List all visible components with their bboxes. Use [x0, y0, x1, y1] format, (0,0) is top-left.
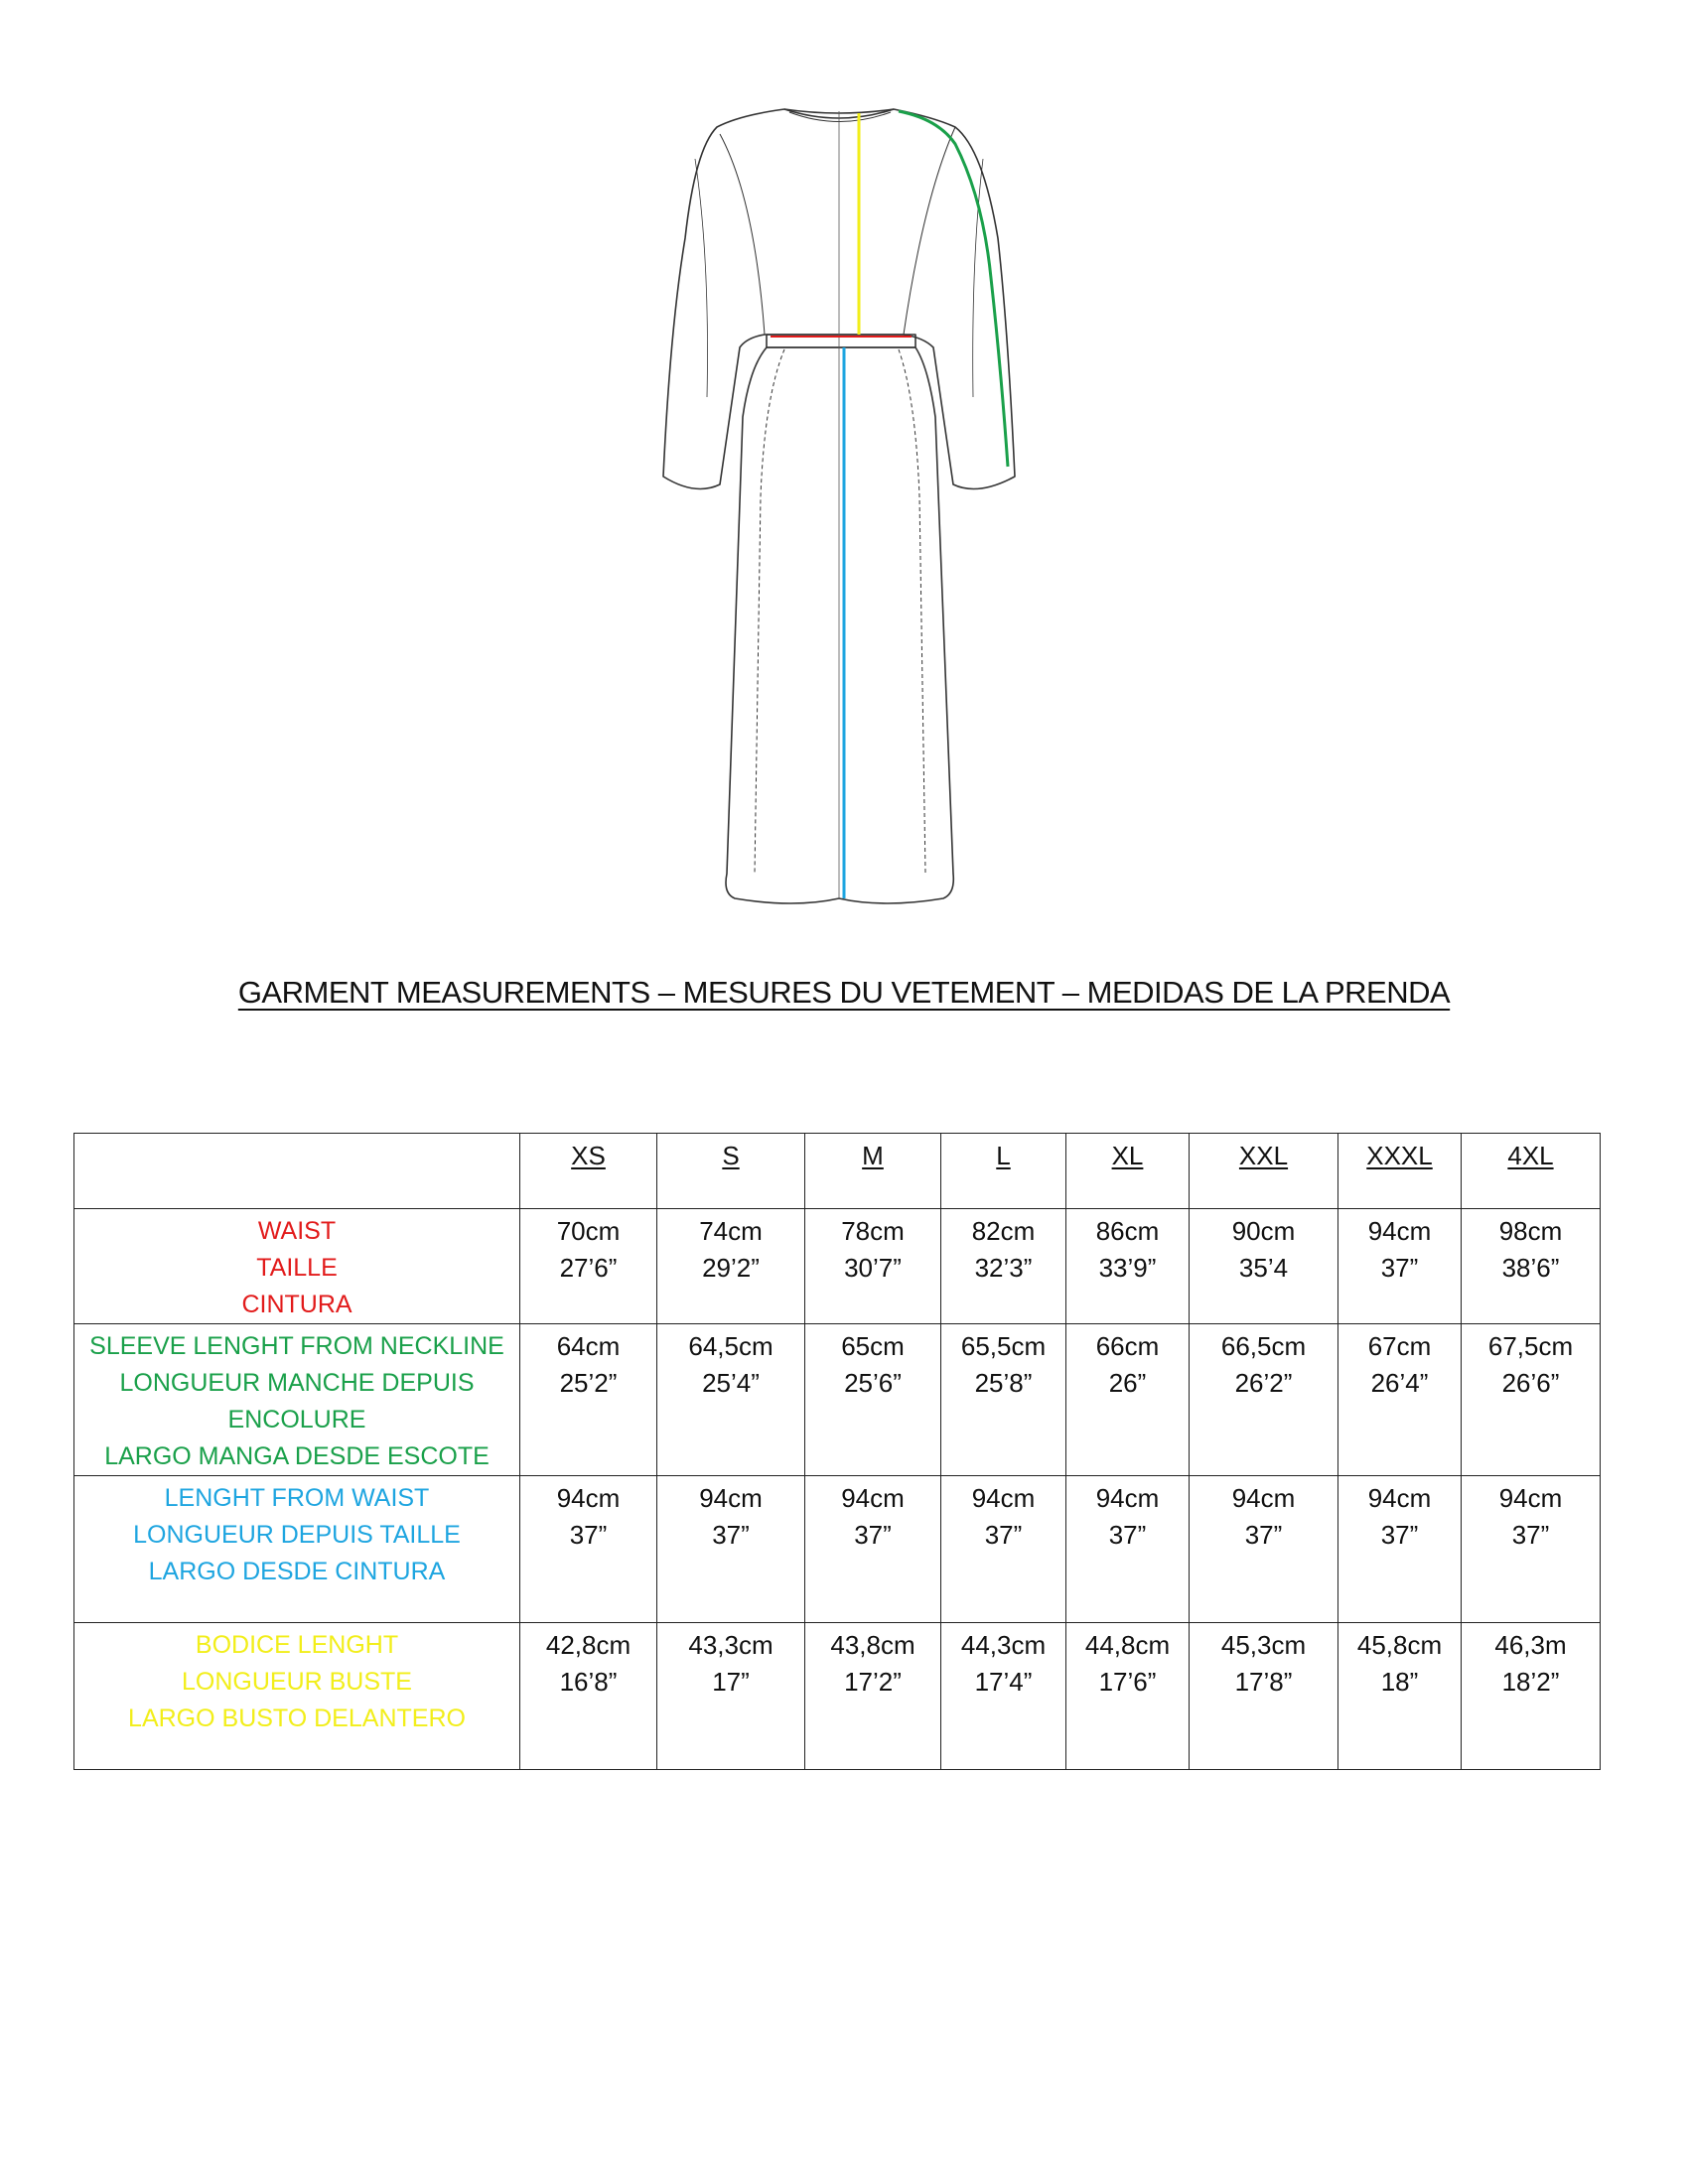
measurement-cell	[805, 1623, 941, 1770]
row-label-line: WAIST	[257, 1217, 337, 1245]
metric-value: 46,3m	[1494, 1630, 1567, 1660]
measurement-row-sleeve	[74, 1324, 1601, 1476]
row-label-line: LONGUEUR MANCHE DEPUIS	[119, 1369, 475, 1397]
measurement-cell	[941, 1209, 1066, 1324]
size-header: XL	[1066, 1134, 1190, 1209]
size-header: L	[941, 1134, 1066, 1209]
imperial-value: 37”	[984, 1520, 1023, 1550]
imperial-value: 37”	[1380, 1253, 1419, 1283]
size-header: XS	[520, 1134, 657, 1209]
row-label-waist	[74, 1209, 520, 1324]
imperial-value: 37”	[569, 1520, 608, 1550]
row-label-line: LONGUEUR BUSTE	[182, 1668, 412, 1696]
measurement-cell	[1462, 1209, 1601, 1324]
measurement-cell	[1462, 1623, 1601, 1770]
row-label-line: TAILLE	[256, 1254, 338, 1282]
measurement-cell	[520, 1623, 657, 1770]
measurement-cell	[520, 1324, 657, 1476]
imperial-value: 37”	[712, 1520, 750, 1550]
size-header: 4XL	[1462, 1134, 1601, 1209]
row-label-bodice	[74, 1623, 520, 1770]
measurement-cell	[1066, 1209, 1190, 1324]
page-title: GARMENT MEASUREMENTS – MESURES DU VETEMENT – MEDIDAS DE LA PRENDA	[237, 975, 1451, 1010]
size-header: XXXL	[1338, 1134, 1462, 1209]
size-chart-table	[73, 1133, 1601, 1770]
imperial-value: 17’6”	[1098, 1667, 1157, 1697]
imperial-value: 18”	[1380, 1667, 1419, 1697]
row-label-length	[74, 1476, 520, 1623]
imperial-value: 25’4”	[702, 1368, 760, 1398]
imperial-value: 29’2”	[702, 1253, 760, 1283]
imperial-value: 37”	[854, 1520, 892, 1550]
metric-value: 67,5cm	[1487, 1331, 1574, 1361]
measurement-cell	[657, 1623, 805, 1770]
measurement-cell	[805, 1209, 941, 1324]
imperial-value: 37”	[1511, 1520, 1550, 1550]
metric-value: 65cm	[841, 1331, 905, 1361]
measurement-cell	[1066, 1476, 1190, 1623]
imperial-value: 25’2”	[559, 1368, 618, 1398]
metric-value: 64,5cm	[688, 1331, 774, 1361]
measurement-cell	[1338, 1209, 1462, 1324]
metric-value: 66,5cm	[1220, 1331, 1307, 1361]
metric-value: 43,8cm	[830, 1630, 915, 1660]
metric-value: 45,3cm	[1220, 1630, 1307, 1660]
imperial-value: 26’6”	[1501, 1368, 1560, 1398]
row-label-line: LARGO MANGA DESDE ESCOTE	[104, 1442, 490, 1470]
metric-value: 67cm	[1367, 1331, 1432, 1361]
row-label-line: BODICE LENGHT	[195, 1631, 399, 1659]
measurement-cell	[520, 1476, 657, 1623]
imperial-value: 17”	[712, 1667, 750, 1697]
imperial-value: 37”	[1108, 1520, 1147, 1550]
measurement-cell	[1338, 1324, 1462, 1476]
measurement-cell	[657, 1324, 805, 1476]
skirt-outline	[726, 347, 953, 903]
metric-value: 94cm	[1367, 1216, 1432, 1246]
imperial-value: 26”	[1108, 1368, 1147, 1398]
imperial-value: 25’8”	[974, 1368, 1033, 1398]
metric-value: 94cm	[841, 1483, 905, 1513]
metric-value: 74cm	[699, 1216, 763, 1246]
sleeve-length-line	[899, 111, 1008, 467]
size-header: M	[805, 1134, 941, 1209]
row-label-line: LENGHT FROM WAIST	[164, 1484, 430, 1512]
metric-value: 98cm	[1498, 1216, 1563, 1246]
metric-value: 90cm	[1231, 1216, 1296, 1246]
row-label-line: SLEEVE LENGHT FROM NECKLINE	[89, 1332, 504, 1360]
row-label-line: LARGO DESDE CINTURA	[148, 1558, 446, 1585]
imperial-value: 30’7”	[844, 1253, 902, 1283]
metric-value: 64cm	[556, 1331, 621, 1361]
metric-value: 70cm	[556, 1216, 621, 1246]
measurement-cell	[657, 1209, 805, 1324]
metric-value: 94cm	[699, 1483, 763, 1513]
measurement-cell	[1190, 1209, 1338, 1324]
row-label-line: LONGUEUR DEPUIS TAILLE	[133, 1521, 461, 1549]
metric-value: 94cm	[1498, 1483, 1563, 1513]
metric-value: 78cm	[841, 1216, 905, 1246]
imperial-value: 32’3”	[974, 1253, 1033, 1283]
imperial-value: 33’9”	[1098, 1253, 1157, 1283]
measurement-cell	[1462, 1476, 1601, 1623]
metric-value: 94cm	[971, 1483, 1036, 1513]
metric-value: 94cm	[1095, 1483, 1160, 1513]
metric-value: 45,8cm	[1356, 1630, 1443, 1660]
metric-value: 82cm	[971, 1216, 1036, 1246]
size-header: S	[657, 1134, 805, 1209]
measurement-row-waist	[74, 1209, 1601, 1324]
measurement-cell	[657, 1476, 805, 1623]
metric-value: 44,3cm	[960, 1630, 1047, 1660]
measurement-cell	[941, 1324, 1066, 1476]
imperial-value: 17’4”	[974, 1667, 1033, 1697]
row-label-line: CINTURA	[241, 1291, 352, 1318]
metric-value: 65,5cm	[960, 1331, 1047, 1361]
size-header-row	[74, 1134, 1601, 1209]
measurement-row-bodice	[74, 1623, 1601, 1770]
metric-value: 94cm	[1231, 1483, 1296, 1513]
imperial-value: 16’8”	[559, 1667, 618, 1697]
imperial-value: 37”	[1244, 1520, 1283, 1550]
measurement-cell	[941, 1476, 1066, 1623]
measurement-cell	[1462, 1324, 1601, 1476]
size-header: XXL	[1190, 1134, 1338, 1209]
metric-value: 94cm	[556, 1483, 621, 1513]
row-label-sleeve	[74, 1324, 520, 1476]
measurement-cell	[1190, 1476, 1338, 1623]
measurement-cell	[1338, 1476, 1462, 1623]
imperial-value: 17’2”	[844, 1667, 902, 1697]
imperial-value: 35’4	[1238, 1253, 1289, 1283]
imperial-value: 27’6”	[559, 1253, 618, 1283]
metric-value: 43,3cm	[688, 1630, 774, 1660]
measurement-cell	[941, 1623, 1066, 1770]
measurement-cell	[1066, 1623, 1190, 1770]
imperial-value: 17’8”	[1234, 1667, 1293, 1697]
metric-value: 44,8cm	[1084, 1630, 1171, 1660]
imperial-value: 38’6”	[1501, 1253, 1560, 1283]
measurement-cell	[520, 1209, 657, 1324]
metric-value: 94cm	[1367, 1483, 1432, 1513]
metric-value: 66cm	[1095, 1331, 1160, 1361]
measurement-cell	[1066, 1324, 1190, 1476]
imperial-value: 26’4”	[1370, 1368, 1429, 1398]
measurement-cell	[1190, 1623, 1338, 1770]
dress-technical-sketch	[635, 99, 1053, 913]
imperial-value: 25’6”	[844, 1368, 902, 1398]
metric-value: 86cm	[1095, 1216, 1160, 1246]
imperial-value: 18’2”	[1501, 1667, 1560, 1697]
corner-cell	[74, 1134, 520, 1209]
measurement-cell	[805, 1476, 941, 1623]
measurement-cell	[1190, 1324, 1338, 1476]
measurement-cell	[1338, 1623, 1462, 1770]
imperial-value: 37”	[1380, 1520, 1419, 1550]
row-label-line: LARGO BUSTO DELANTERO	[128, 1705, 466, 1732]
measurement-row-length	[74, 1476, 1601, 1623]
measurement-cell	[805, 1324, 941, 1476]
metric-value: 42,8cm	[545, 1630, 632, 1660]
imperial-value: 26’2”	[1234, 1368, 1293, 1398]
row-label-line: ENCOLURE	[227, 1406, 366, 1433]
